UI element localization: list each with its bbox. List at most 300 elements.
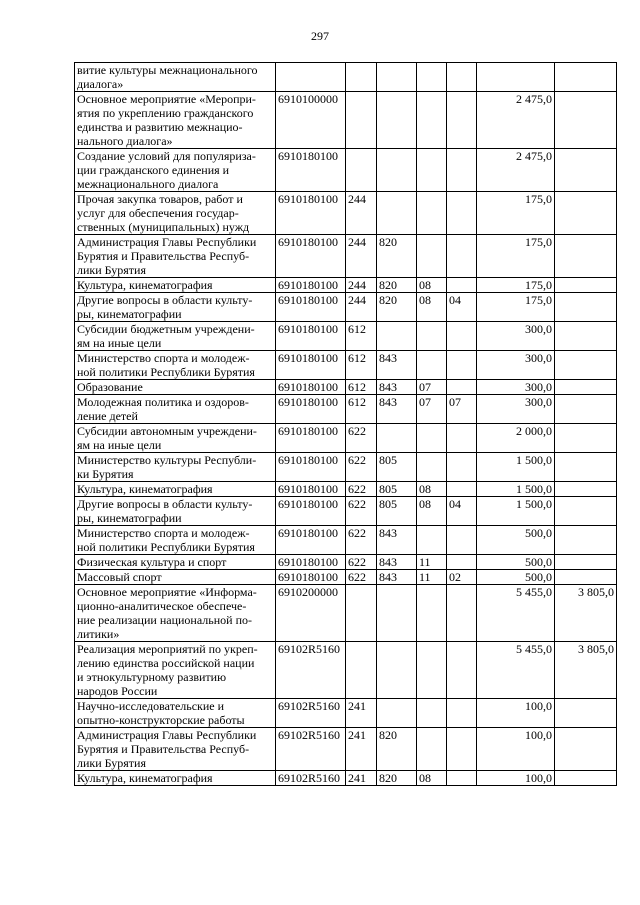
item-name-line: ционно-аналитическое обеспече- — [77, 599, 247, 613]
item-name-line: Администрация Главы Республики — [77, 235, 257, 249]
amount: 300,0 — [525, 380, 552, 394]
item-name-line: Министерство спорта и молодеж- — [77, 351, 250, 365]
section-code-cell — [417, 278, 447, 293]
subsection-code-cell — [447, 570, 477, 585]
administrator-code-cell — [377, 453, 417, 482]
expense-type-code: 622 — [348, 497, 366, 511]
administrator-code: 820 — [379, 278, 397, 292]
amount-federal-cell — [555, 235, 617, 278]
table-row — [75, 728, 617, 771]
amount-cell — [477, 395, 555, 424]
amount-federal-cell — [555, 771, 617, 786]
section-code-cell — [417, 149, 447, 192]
item-name-line: Основное мероприятие «Информа- — [77, 585, 257, 599]
subsection-code-cell — [447, 482, 477, 497]
item-name-line: Физическая культура и спорт — [77, 555, 227, 569]
amount: 1 500,0 — [516, 453, 552, 467]
section-code: 07 — [419, 380, 431, 394]
amount: 500,0 — [525, 570, 552, 584]
item-name-line: межнационального диалога — [77, 177, 219, 191]
subsection-code-cell — [447, 526, 477, 555]
item-name-line: ям на иные цели — [77, 336, 162, 350]
amount-federal-cell — [555, 482, 617, 497]
administrator-code: 820 — [379, 728, 397, 742]
amount: 100,0 — [525, 771, 552, 785]
expense-type-code-cell — [346, 235, 377, 278]
item-name-line: опытно-конструкторские работы — [77, 713, 245, 727]
administrator-code: 820 — [379, 771, 397, 785]
item-name-line: Культура, кинематография — [77, 278, 213, 292]
section-code-cell — [417, 322, 447, 351]
item-name-line: Образование — [77, 380, 143, 394]
amount: 300,0 — [525, 322, 552, 336]
item-name-line: Реализация мероприятий по укреп- — [77, 642, 258, 656]
amount-cell — [477, 92, 555, 149]
expense-type-code: 622 — [348, 526, 366, 540]
target-article-code-cell — [276, 771, 346, 786]
administrator-code-cell — [377, 351, 417, 380]
table-row — [75, 555, 617, 570]
subsection-code-cell — [447, 585, 477, 642]
subsection-code-cell — [447, 351, 477, 380]
item-name-line: Субсидии бюджетным учреждени- — [77, 322, 255, 336]
expense-type-code-cell — [346, 570, 377, 585]
administrator-code: 805 — [379, 497, 397, 511]
subsection-code-cell — [447, 728, 477, 771]
item-name-cell — [75, 192, 276, 235]
item-name-line: единства и развитию межнацио- — [77, 120, 243, 134]
administrator-code-cell — [377, 92, 417, 149]
amount-cell — [477, 585, 555, 642]
administrator-code-cell — [377, 482, 417, 497]
expense-type-code-cell — [346, 351, 377, 380]
subsection-code-cell — [447, 395, 477, 424]
item-name-cell — [75, 526, 276, 555]
item-name-cell — [75, 570, 276, 585]
amount: 500,0 — [525, 555, 552, 569]
item-name-line: Бурятия и Правительства Респуб- — [77, 249, 250, 263]
item-name-line: Субсидии автономным учреждени- — [77, 424, 257, 438]
expense-type-code: 244 — [348, 192, 366, 206]
section-code: 08 — [419, 278, 431, 292]
section-code: 08 — [419, 293, 431, 307]
expense-type-code-cell — [346, 497, 377, 526]
amount-cell — [477, 278, 555, 293]
item-name-line: ление детей — [77, 409, 138, 423]
subsection-code-cell — [447, 235, 477, 278]
item-name-line: ятия по укреплению гражданского — [77, 106, 254, 120]
administrator-code-cell — [377, 278, 417, 293]
amount-cell — [477, 555, 555, 570]
amount-federal-cell — [555, 570, 617, 585]
section-code-cell — [417, 424, 447, 453]
amount-cell — [477, 293, 555, 322]
item-name-line: ки Бурятия — [77, 467, 134, 481]
target-article-code-cell — [276, 497, 346, 526]
administrator-code-cell — [377, 642, 417, 699]
section-code-cell — [417, 771, 447, 786]
amount-federal-cell — [555, 699, 617, 728]
amount: 100,0 — [525, 728, 552, 742]
target-article-code-cell — [276, 380, 346, 395]
target-article-code-cell — [276, 235, 346, 278]
expense-type-code-cell — [346, 453, 377, 482]
target-article-code-cell — [276, 192, 346, 235]
amount-federal-cell — [555, 424, 617, 453]
amount-cell — [477, 699, 555, 728]
target-article-code-cell — [276, 278, 346, 293]
item-name-line: Массовый спорт — [77, 570, 162, 584]
item-name-line: Научно-исследовательские и — [77, 699, 225, 713]
subsection-code-cell — [447, 699, 477, 728]
administrator-code-cell — [377, 424, 417, 453]
subsection-code-cell — [447, 149, 477, 192]
table-row — [75, 395, 617, 424]
item-name-cell — [75, 453, 276, 482]
target-article-code: 69102R5160 — [278, 699, 341, 713]
expense-type-code-cell — [346, 278, 377, 293]
expense-type-code: 622 — [348, 453, 366, 467]
section-code-cell — [417, 192, 447, 235]
amount-cell — [477, 63, 555, 92]
target-article-code-cell — [276, 570, 346, 585]
item-name-line: Молодежная политика и оздоров- — [77, 395, 249, 409]
expense-type-code-cell — [346, 293, 377, 322]
subsection-code: 04 — [449, 497, 461, 511]
administrator-code-cell — [377, 555, 417, 570]
target-article-code-cell — [276, 293, 346, 322]
item-name-line: Бурятия и Правительства Респуб- — [77, 742, 250, 756]
expense-type-code-cell — [346, 771, 377, 786]
item-name-line: Другие вопросы в области культу- — [77, 293, 253, 307]
amount-federal-cell — [555, 92, 617, 149]
item-name-cell — [75, 424, 276, 453]
administrator-code: 843 — [379, 570, 397, 584]
table-row — [75, 92, 617, 149]
target-article-code: 6910180100 — [278, 235, 338, 249]
expense-type-code: 244 — [348, 293, 366, 307]
subsection-code-cell — [447, 293, 477, 322]
amount: 2 475,0 — [516, 149, 552, 163]
subsection-code-cell — [447, 453, 477, 482]
item-name-line: Культура, кинематография — [77, 482, 213, 496]
amount: 5 455,0 — [516, 585, 552, 599]
section-code-cell — [417, 570, 447, 585]
subsection-code: 02 — [449, 570, 461, 584]
expense-type-code-cell — [346, 728, 377, 771]
item-name-line: диалога» — [77, 77, 124, 91]
item-name-line: витие культуры межнационального — [77, 63, 258, 77]
expense-type-code: 244 — [348, 235, 366, 249]
item-name-line: нального диалога» — [77, 134, 173, 148]
item-name-line: лики Бурятия — [77, 756, 146, 770]
target-article-code: 6910180100 — [278, 453, 338, 467]
amount: 100,0 — [525, 699, 552, 713]
administrator-code-cell — [377, 149, 417, 192]
table-row — [75, 351, 617, 380]
amount: 2 475,0 — [516, 92, 552, 106]
target-article-code: 6910180100 — [278, 322, 338, 336]
section-code-cell — [417, 585, 447, 642]
subsection-code-cell — [447, 278, 477, 293]
administrator-code-cell — [377, 322, 417, 351]
item-name-cell — [75, 555, 276, 570]
target-article-code: 6910180100 — [278, 293, 338, 307]
amount-federal-cell — [555, 322, 617, 351]
table-row — [75, 453, 617, 482]
item-name-line: лики Бурятия — [77, 263, 146, 277]
item-name-line: Основное мероприятие «Меропри- — [77, 92, 256, 106]
expense-type-code: 241 — [348, 771, 366, 785]
amount-cell — [477, 192, 555, 235]
section-code-cell — [417, 92, 447, 149]
target-article-code-cell — [276, 149, 346, 192]
amount-cell — [477, 380, 555, 395]
subsection-code-cell — [447, 424, 477, 453]
item-name-line: ной политики Республики Бурятия — [77, 365, 255, 379]
amount-federal: 3 805,0 — [578, 585, 614, 599]
administrator-code-cell — [377, 235, 417, 278]
amount-federal-cell — [555, 293, 617, 322]
target-article-code: 6910200000 — [278, 585, 338, 599]
target-article-code-cell — [276, 395, 346, 424]
amount-federal-cell — [555, 63, 617, 92]
amount: 175,0 — [525, 235, 552, 249]
amount-cell — [477, 570, 555, 585]
target-article-code: 6910100000 — [278, 92, 338, 106]
target-article-code-cell — [276, 351, 346, 380]
amount: 1 500,0 — [516, 497, 552, 511]
item-name-cell — [75, 771, 276, 786]
item-name-cell — [75, 63, 276, 92]
item-name-line: Другие вопросы в области культу- — [77, 497, 253, 511]
item-name-line: и этнокультурному развитию — [77, 670, 227, 684]
subsection-code-cell — [447, 555, 477, 570]
expense-type-code: 612 — [348, 395, 366, 409]
administrator-code-cell — [377, 771, 417, 786]
administrator-code: 820 — [379, 235, 397, 249]
table-row — [75, 380, 617, 395]
item-name-cell — [75, 380, 276, 395]
item-name-line: ной политики Республики Бурятия — [77, 540, 255, 554]
item-name-cell — [75, 497, 276, 526]
target-article-code-cell — [276, 92, 346, 149]
section-code-cell — [417, 555, 447, 570]
administrator-code-cell — [377, 585, 417, 642]
subsection-code-cell — [447, 497, 477, 526]
amount-federal-cell — [555, 642, 617, 699]
target-article-code-cell — [276, 63, 346, 92]
item-name-cell — [75, 92, 276, 149]
table-row — [75, 642, 617, 699]
amount-cell — [477, 149, 555, 192]
target-article-code: 6910180100 — [278, 395, 338, 409]
section-code-cell — [417, 395, 447, 424]
section-code: 08 — [419, 497, 431, 511]
section-code-cell — [417, 642, 447, 699]
expense-type-code: 622 — [348, 555, 366, 569]
section-code-cell — [417, 453, 447, 482]
target-article-code: 6910180100 — [278, 497, 338, 511]
administrator-code-cell — [377, 497, 417, 526]
target-article-code-cell — [276, 728, 346, 771]
expense-type-code: 622 — [348, 482, 366, 496]
expense-type-code-cell — [346, 149, 377, 192]
page-number: 297 — [311, 29, 329, 43]
target-article-code: 69102R5160 — [278, 642, 341, 656]
section-code-cell — [417, 497, 447, 526]
expense-type-code-cell — [346, 642, 377, 699]
section-code: 08 — [419, 482, 431, 496]
target-article-code: 6910180100 — [278, 570, 338, 584]
item-name-cell — [75, 585, 276, 642]
amount-federal-cell — [555, 497, 617, 526]
amount: 500,0 — [525, 526, 552, 540]
budget-table-body — [75, 63, 617, 786]
amount-cell — [477, 482, 555, 497]
target-article-code: 6910180100 — [278, 555, 338, 569]
item-name-cell — [75, 351, 276, 380]
expense-type-code-cell — [346, 322, 377, 351]
amount: 5 455,0 — [516, 642, 552, 656]
amount: 1 500,0 — [516, 482, 552, 496]
amount-cell — [477, 322, 555, 351]
amount-federal-cell — [555, 278, 617, 293]
amount-federal-cell — [555, 526, 617, 555]
table-row — [75, 482, 617, 497]
amount-federal-cell — [555, 585, 617, 642]
amount: 175,0 — [525, 192, 552, 206]
amount-federal-cell — [555, 728, 617, 771]
amount: 2 000,0 — [516, 424, 552, 438]
target-article-code: 69102R5160 — [278, 771, 341, 785]
subsection-code-cell — [447, 192, 477, 235]
amount-federal-cell — [555, 453, 617, 482]
subsection-code-cell — [447, 63, 477, 92]
target-article-code-cell — [276, 585, 346, 642]
target-article-code-cell — [276, 526, 346, 555]
section-code-cell — [417, 293, 447, 322]
amount-cell — [477, 771, 555, 786]
expense-type-code-cell — [346, 555, 377, 570]
item-name-cell — [75, 699, 276, 728]
item-name-cell — [75, 278, 276, 293]
table-row — [75, 192, 617, 235]
expense-type-code-cell — [346, 424, 377, 453]
administrator-code-cell — [377, 380, 417, 395]
item-name-line: Культура, кинематография — [77, 771, 213, 785]
item-name-line: ры, кинематографии — [77, 307, 182, 321]
amount-cell — [477, 642, 555, 699]
table-row — [75, 293, 617, 322]
expense-type-code-cell — [346, 192, 377, 235]
administrator-code-cell — [377, 192, 417, 235]
amount: 300,0 — [525, 395, 552, 409]
subsection-code: 07 — [449, 395, 461, 409]
amount-cell — [477, 351, 555, 380]
expense-type-code: 612 — [348, 322, 366, 336]
section-code: 08 — [419, 771, 431, 785]
table-row — [75, 526, 617, 555]
target-article-code: 6910180100 — [278, 351, 338, 365]
expense-type-code-cell — [346, 585, 377, 642]
item-name-cell — [75, 642, 276, 699]
target-article-code-cell — [276, 555, 346, 570]
item-name-line: ры, кинематографии — [77, 511, 182, 525]
amount-cell — [477, 453, 555, 482]
administrator-code-cell — [377, 526, 417, 555]
table-row — [75, 585, 617, 642]
administrator-code: 843 — [379, 380, 397, 394]
item-name-line: Администрация Главы Республики — [77, 728, 257, 742]
item-name-line: Прочая закупка товаров, работ и — [77, 192, 243, 206]
section-code-cell — [417, 526, 447, 555]
target-article-code: 6910180100 — [278, 149, 338, 163]
item-name-line: ственных (муниципальных) нужд — [77, 220, 250, 234]
target-article-code-cell — [276, 699, 346, 728]
expense-type-code-cell — [346, 395, 377, 424]
administrator-code: 843 — [379, 555, 397, 569]
table-row — [75, 570, 617, 585]
subsection-code: 04 — [449, 293, 461, 307]
amount-cell — [477, 728, 555, 771]
section-code-cell — [417, 63, 447, 92]
target-article-code-cell — [276, 322, 346, 351]
amount: 300,0 — [525, 351, 552, 365]
table-row — [75, 235, 617, 278]
target-article-code-cell — [276, 453, 346, 482]
item-name-cell — [75, 149, 276, 192]
expense-type-code: 622 — [348, 570, 366, 584]
item-name-line: ции гражданского единения и — [77, 163, 230, 177]
table-row — [75, 699, 617, 728]
table-row — [75, 497, 617, 526]
expense-type-code-cell — [346, 92, 377, 149]
administrator-code-cell — [377, 395, 417, 424]
table-row — [75, 278, 617, 293]
target-article-code: 6910180100 — [278, 526, 338, 540]
item-name-line: литики» — [77, 627, 120, 641]
administrator-code-cell — [377, 699, 417, 728]
target-article-code-cell — [276, 482, 346, 497]
expense-type-code: 244 — [348, 278, 366, 292]
item-name-line: ям на иные цели — [77, 438, 162, 452]
amount-cell — [477, 235, 555, 278]
section-code: 07 — [419, 395, 431, 409]
expense-type-code-cell — [346, 699, 377, 728]
item-name-line: Министерство культуры Республи- — [77, 453, 257, 467]
target-article-code: 6910180100 — [278, 278, 338, 292]
administrator-code-cell — [377, 570, 417, 585]
item-name-cell — [75, 395, 276, 424]
amount-federal: 3 805,0 — [578, 642, 614, 656]
item-name-cell — [75, 293, 276, 322]
expense-type-code-cell — [346, 380, 377, 395]
administrator-code-cell — [377, 293, 417, 322]
administrator-code: 843 — [379, 526, 397, 540]
target-article-code: 6910180100 — [278, 192, 338, 206]
budget-table — [74, 62, 617, 786]
item-name-line: Создание условий для популяриза- — [77, 149, 256, 163]
administrator-code-cell — [377, 728, 417, 771]
item-name-line: ние реализации национальной по- — [77, 613, 252, 627]
subsection-code-cell — [447, 771, 477, 786]
subsection-code-cell — [447, 380, 477, 395]
item-name-cell — [75, 322, 276, 351]
expense-type-code-cell — [346, 526, 377, 555]
amount: 175,0 — [525, 293, 552, 307]
amount-cell — [477, 526, 555, 555]
